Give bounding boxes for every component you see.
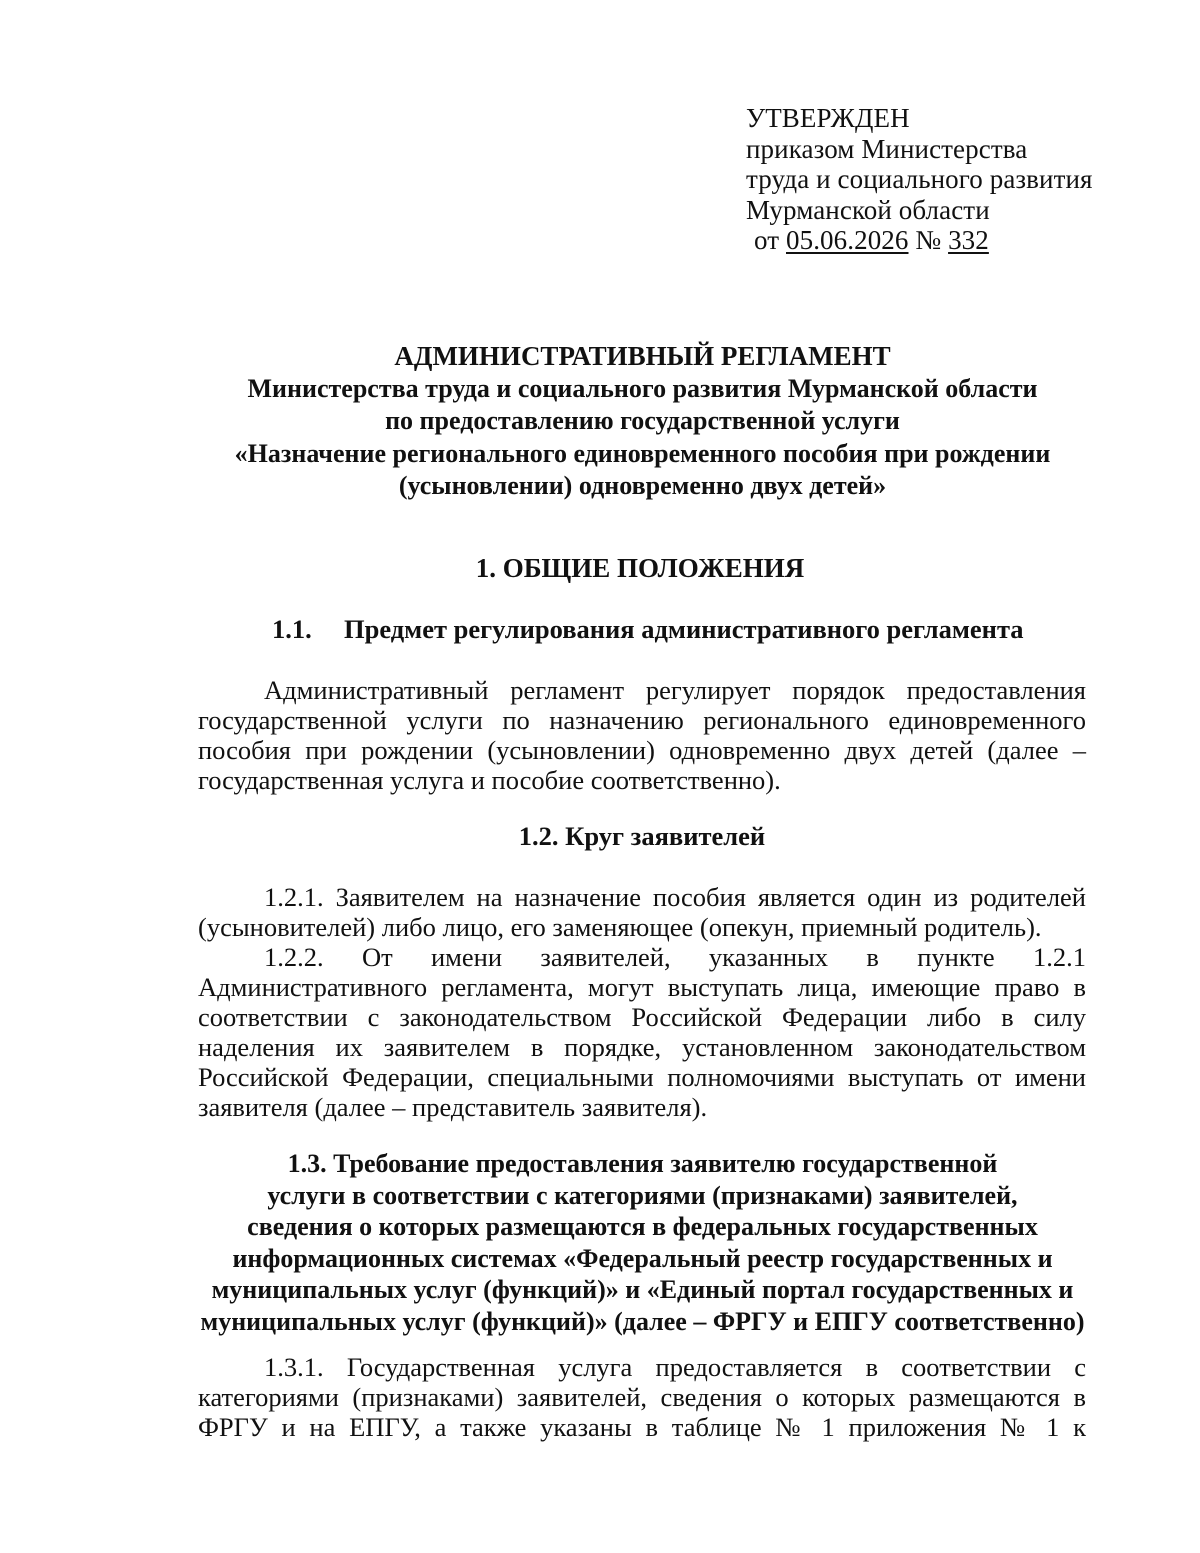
paragraph-1-3-1 [198,1352,1086,1442]
approval-date-prefix: от [754,225,786,255]
approval-status: УТВЕРЖДЕН [746,103,910,133]
subsection-1-3-title-line: услуги в соответствии с категориями (признаками) заявителей, [267,1180,1018,1210]
approval-line-3: труда и социального развития [746,164,1093,194]
approval-line-2: приказом Министерства [746,133,1028,164]
title-line-3: по предоставлению государственной услуги [385,406,900,435]
paragraph-1-1-text: Административный регламент регулирует порядок предоставления государственной услуги по назначению регионального единовременного пособия при рождении (усыновлении) одновременно двух детей (далее – государственная услуга и пособие соответственно). [198,675,1086,795]
subsection-1-3-heading [150,1148,1135,1337]
subsection-1-3-title-line: сведения о которых размещаются в федеральных государственных [247,1212,1038,1241]
title-main: АДМИНИСТРАТИВНЫЙ РЕГЛАМЕНТ [394,341,891,371]
document-title [150,340,1135,503]
approval-line-4: Мурманской области [746,194,990,225]
paragraph-1-2-2 [198,942,1086,1122]
subsection-1-3-title-line: информационных системах «Федеральный реестр государственных и [232,1243,1053,1273]
paragraph-1-3-1-text: 1.3.1. Государственная услуга предоставляется в соответствии с категориями (признаками) заявителей, сведения о которых размещаются в ФРГУ и на ЕПГУ, а также указаны в таблице № 1 приложения № 1 к [198,1352,1086,1442]
approval-date: 05.06.2026 [786,225,909,255]
title-line-4: «Назначение регионального единовременного пособия при рождении [234,438,1051,468]
approval-stamp-block [746,103,1093,256]
paragraph-1-2-2-text: 1.2.2. От имени заявителей, указанных в пункте 1.2.1 Административного регламента, могут выступать лица, имеющие право в соответствии с законодательством Российской Федерации либо в силу наделения их заявителем в порядке, установленном законодательством Российской Федерации, специальными полномочиями выступать от имени заявителя (далее – представитель заявителя). [198,942,1086,1122]
subsection-1-2-heading: 1.2. Круг заявителей [518,821,766,851]
subsection-1-1-title: Предмет регулирования административного регламента [344,614,1024,644]
approval-order-line [754,225,1093,256]
subsection-1-3-title-line: муниципальных услуг (функций)» и «Единый портал государственных и [211,1275,1074,1304]
paragraph-1-1 [198,675,1086,795]
approval-number: 332 [948,225,989,255]
approval-number-prefix: № [908,225,949,255]
subsection-1-1-heading [272,613,1024,645]
section-1-heading: 1. ОБЩИЕ ПОЛОЖЕНИЯ [475,553,805,583]
subsection-1-3-title-line: муниципальных услуг (функций)» (далее – ФРГУ и ЕПГУ соответственно) [200,1306,1085,1336]
paragraph-1-2-1-text: 1.2.1. Заявителем на назначение пособия является один из родителей (усыновителей) либо лицо, его заменяющее (опекун, приемный родитель). [198,882,1086,942]
paragraph-1-2-1 [198,882,1086,942]
title-line-2: Министерства труда и социального развития Мурманской области [247,373,1038,403]
title-line-5: (усыновлении) одновременно двух детей» [398,471,887,500]
subsection-1-3-title-line: 1.3. Требование предоставления заявителю государственной [287,1149,998,1178]
subsection-1-1-number: 1.1. [272,614,312,644]
